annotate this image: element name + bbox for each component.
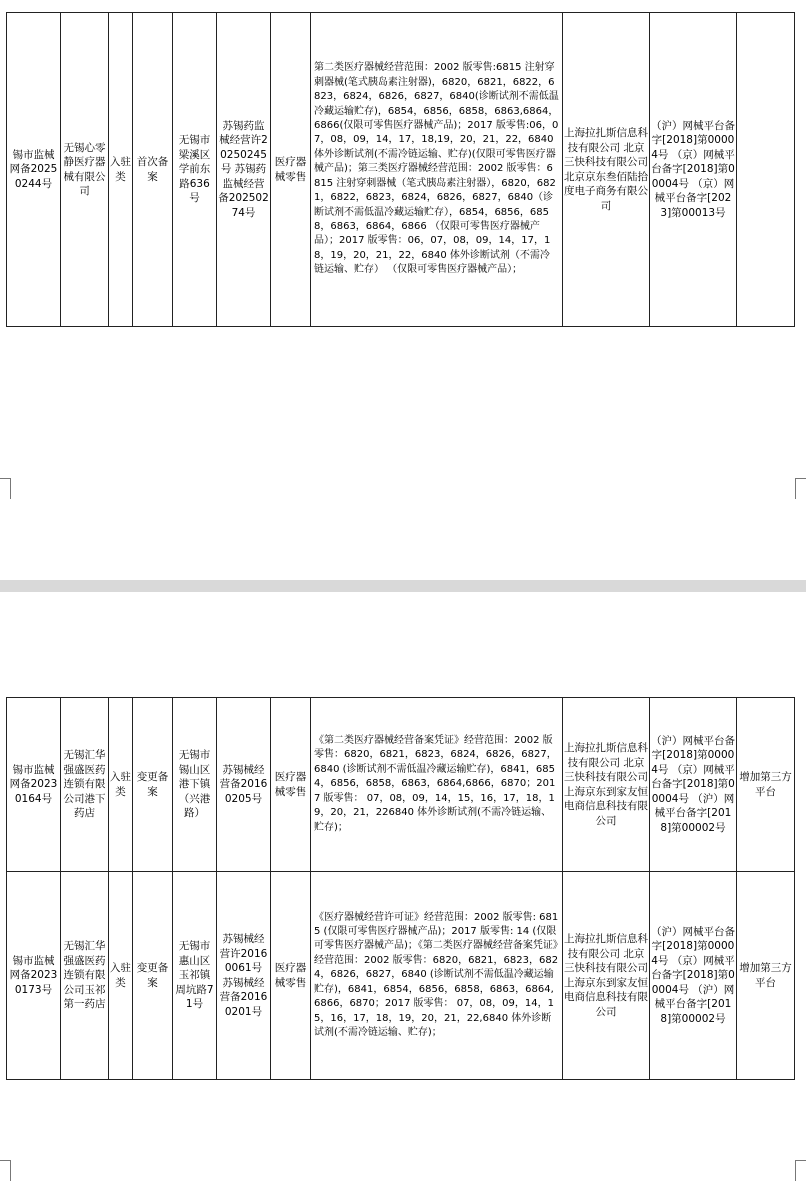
company-cell: 无锡心零静医疗器械有限公司 [61, 13, 109, 327]
type-cell: 变更备案 [133, 698, 173, 872]
remark-cell: 增加第三方平台 [737, 872, 795, 1080]
col3-cell: 入驻类 [109, 13, 133, 327]
col3-cell: 入驻类 [109, 872, 133, 1080]
address-cell: 无锡市梁溪区学前东路636号 [173, 13, 217, 327]
platform-record-cell: （沪）网械平台备字[2018]第00004号 （京）网械平台备字[2018]第00004号 （沪）网械平台备字[2018]第00002号 [650, 872, 737, 1080]
page-corner-mark [0, 1160, 11, 1181]
license-cell: 苏锡械经营备20160205号 [217, 698, 271, 872]
remark-cell [737, 13, 795, 327]
record-no-cell: 锡市监械网备20230173号 [7, 872, 61, 1080]
company-cell: 无锡汇华强盛医药连锁有限公司港下药店 [61, 698, 109, 872]
address-cell: 无锡市锡山区港下镇（兴港路） [173, 698, 217, 872]
page-corner-mark [795, 478, 806, 499]
category-cell: 医疗器械零售 [271, 13, 311, 327]
remark-cell: 增加第三方平台 [737, 698, 795, 872]
page-corner-mark [0, 478, 11, 499]
page-separator [0, 580, 806, 592]
table-row [7, 13, 795, 327]
scope-cell: 《医疗器械经营许可证》经营范围：2002 版零售: 6815 (仅限可零售医疗器械产品)；2017 版零售: 14 (仅限可零售医疗器械产品)；《第二类医疗器械经营备案凭证》经营范围：2002 版零售：6820，6821，6823，6824，6826，6827，6840 (诊断试剂不需低温冷藏运输贮存)，6841，6854，6856，6858，6863，6864,6866，6870；2017 版零售： 07，08，09，14，15，16，17，18，19，20，21，22,6840 体外诊断试剂(不需冷链运输、贮存)； [311, 872, 563, 1080]
license-cell: 苏锡药监械经营许20250245号 苏锡药监械经营备20250274号 [217, 13, 271, 327]
type-cell: 变更备案 [133, 872, 173, 1080]
record-table-page1 [6, 12, 795, 327]
license-cell: 苏锡械经营许20160061号 苏锡械经营备20160201号 [217, 872, 271, 1080]
category-cell: 医疗器械零售 [271, 698, 311, 872]
platform-company-cell: 上海拉扎斯信息科技有限公司 北京三快科技有限公司 上海京东到家友恒电商信息科技有限公司 [563, 872, 650, 1080]
record-no-cell: 锡市监械网备20250244号 [7, 13, 61, 327]
table-row [7, 872, 795, 1080]
col3-cell: 入驻类 [109, 698, 133, 872]
address-cell: 无锡市惠山区玉祁镇周坑路71号 [173, 872, 217, 1080]
category-cell: 医疗器械零售 [271, 872, 311, 1080]
scope-cell: 第二类医疗器械经营范围：2002 版零售:6815 注射穿刺器械(笔式胰岛素注射器)，6820，6821，6822，6823，6824，6826，6827，6840(诊断试剂不需低温冷藏运输贮存)，6854，6856，6858，6863,6864，6866(仅限可零售医疗器械产品)；2017 版零售:06，07，08，09，14，17，18,19，20，21，22，6840 体外诊断试剂(不需冷链运输、贮存)(仅限可零售医疗器械产品)；第三类医疗器械经营范围：2002 版零售：6815 注射穿刺器械（笔式胰岛素注射器），6820，6821，6822，6823，6824，6826，6827，6840（诊断试剂不需低温冷藏运输贮存），6854，6856，6858，6863，6864，6866 （仅限可零售医疗器械产品）；2017 版零售：06，07，08，09，14，17，18，19，20，21，22，6840 体外诊断试剂（不需冷链运输、贮存） （仅限可零售医疗器械产品）； [311, 13, 563, 327]
company-cell: 无锡汇华强盛医药连锁有限公司玉祁第一药店 [61, 872, 109, 1080]
platform-record-cell: （沪）网械平台备字[2018]第00004号 （京）网械平台备字[2018]第00004号 （京）网械平台备字[2023]第00013号 [650, 13, 737, 327]
record-no-cell: 锡市监械网备20230164号 [7, 698, 61, 872]
platform-company-cell: 上海拉扎斯信息科技有限公司 北京三快科技有限公司 上海京东到家友恒电商信息科技有限公司 [563, 698, 650, 872]
platform-company-cell: 上海拉扎斯信息科技有限公司 北京三快科技有限公司 北京京东叁佰陆拾度电子商务有限公司 [563, 13, 650, 327]
scope-cell: 《第二类医疗器械经营备案凭证》经营范围：2002 版零售：6820，6821，6823，6824，6826，6827，6840 (诊断试剂不需低温冷藏运输贮存)，6841，6854，6856，6858，6863，6864,6866，6870；2017 版零售： 07，08，09，14，15，16，17，18，19，20，21，226840 体外诊断试剂(不需冷链运输、贮存)； [311, 698, 563, 872]
record-table-page2 [6, 697, 795, 1080]
table-row [7, 698, 795, 872]
page-corner-mark [795, 1160, 806, 1181]
type-cell: 首次备案 [133, 13, 173, 327]
platform-record-cell: （沪）网械平台备字[2018]第00004号 （京）网械平台备字[2018]第00004号 （沪）网械平台备字[2018]第00002号 [650, 698, 737, 872]
